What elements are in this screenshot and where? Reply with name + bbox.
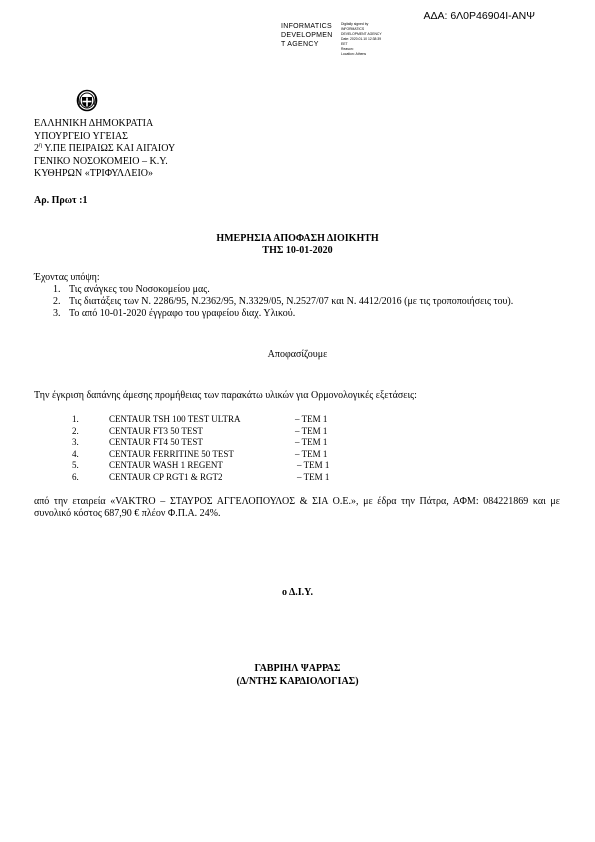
signature-stamp-details [341,22,397,57]
stamp-detail: Digitally signed by [341,22,369,26]
list-item: 1. Τις ανάγκες του Νοσοκομείου μας. [53,284,210,295]
title-date: ΤΗΣ 10-01-2020 [262,245,333,256]
header-line-hospital: ΓΕΝΙΚΟ ΝΟΣΟΚΟΜΕΙΟ – Κ.Υ. [34,155,168,167]
stamp-detail: EET [341,42,348,46]
protocol-number: Αρ. Πρωτ :1 [34,195,88,206]
stamp-detail: Location: Athens [341,52,367,56]
stamp-detail: Date: 2020.01.10 12:38:39 [341,37,382,41]
list-item: 2. Τις διατάξεις των Ν. 2286/95, Ν.2362/95, Ν.3329/05, Ν.2527/07 και Ν. 4412/2016 (με τις τροποποιήσεις του). [53,296,514,307]
stamp-line: T AGENCY [281,41,319,48]
greek-coat-of-arms-icon [75,88,99,112]
decision-heading: Αποφασίζουμε [267,349,328,360]
considerations-list [53,284,565,320]
ada-code: ΑΔΑ: 6Λ0Ρ46904Ι-ΑΝΨ [423,10,535,22]
signatory [0,662,595,688]
signatory-title: (Δ/ΝΤΗΣ ΚΑΡΔΙΟΛΟΓΙΑΣ) [236,676,359,687]
stamp-detail: Reason: [341,47,354,51]
stamp-detail: DEVELOPMENT AGENCY [341,32,382,36]
stamp-detail: INFORMATICS [341,27,365,31]
header-line-hospital-name: ΚΥΘΗΡΩΝ «ΤΡΙΦΥΛΛΕΙΟ» [34,168,154,180]
stamp-line: DEVELOPMEN [281,32,333,39]
document-page: ΑΔΑ: 6Λ0Ρ46904Ι-ΑΝΨ INFORMATICS DEVELOPMEN T AGENCY Digitally signed by INFORMATICS DEVELOPMENT AGENCY Date: 2020.01.10 12:38:39 EET Reason: Location: Athens ΕΛΛΗΝΙΚΗ ΔΗΜΟΚΡΑΤΙΑ ΥΠΟΥΡΓΕΙΟ ΥΓΕΙΑΣ $2^\eta$ Υ.ΠΕ ΠΕΙΡΑΙΩΣ ΚΑΙ ΑΙΓΑΙΟΥ ΓΕΝΙΚΟ ΝΟΣΟΚΟΜΕΙΟ – Κ.Υ. ΚΥΘΗΡΩΝ «ΤΡΙΦΥΛΛΕΙΟ» Αρ. Πρωτ :1 ΗΜΕΡΗΣΙΑ ΑΠΟΦΑΣΗ ΔΙΟΙΚΗΤΗ ΤΗΣ 10-01-2020 Έχοντας υπόψη: 1. Τις ανάγκες του Νοσοκομείου μας. 2. Τις διατάξεις των Ν. 2286/95, Ν.2362/95, Ν.3329/05, Ν.2527/07 και Ν. 4412/2016 (με τις τροποποιήσεις του). 3. Το από 10-01-2020 έγγραφο του γραφείου διαχ. Υλικού. Αποφασίζουμε Την έγκριση δαπάνης άμεσης προμήθειας των παρακάτω υλικών για Ορμονολογικές εξετάσεις: 1. CENTAUR TSH 100 TEST ULTRA – ΤΕΜ 1 2. CENTAUR FT3 50 TEST – ΤΕΜ 1 3. CENTAUR FT4 50 TEST – ΤΕΜ 1 4. CENTAUR FERRITINE 50 TEST – ΤΕΜ 1 5. CENTAUR WASH 1 REGENT – ΤΕΜ 1 6. CENTAUR CP RGT1 & RGT2 – ΤΕΜ 1 από την εταιρεία «VAKTRO – ΣΤΑΥΡΟΣ ΑΓΓΕΛΟΠΟΥΛΟΣ & ΣΙΑ Ο.Ε.», με έδρα την Πάτρα, ΑΦΜ: 084221869 και με συνολικό κόστος 687,90 € πλέον Φ.Π.Α. 24%. ο Δ.Ι.Υ. ΓΑΒΡΙΗΛ ΨΑΡΡΑΣ (Δ/ΝΤΗΣ ΚΑΡΔΙΟΛΟΓΙΑΣ) [0,0,595,842]
list-item: 3. Το από 10-01-2020 έγγραφο του γραφείου διαχ. Υλικού. [53,308,296,319]
title-line: ΗΜΕΡΗΣΙΑ ΑΠΟΦΑΣΗ ΔΙΟΙΚΗΤΗ [216,233,379,244]
document-title [0,233,595,257]
header-line-ministry: ΥΠΟΥΡΓΕΙΟ ΥΓΕΙΑΣ [34,130,129,142]
stamp-line: INFORMATICS [281,23,333,30]
approval-text: Την έγκριση δαπάνης άμεσης προμήθειας των παρακάτω υλικών για Ορμονολογικές εξετάσεις: [34,390,417,401]
signatory-role: ο Δ.Ι.Υ. [282,587,313,598]
signatory-name: ΓΑΒΡΙΗΛ ΨΑΡΡΑΣ [254,663,341,674]
supplier-cost-text: από την εταιρεία «VAKTRO – ΣΤΑΥΡΟΣ ΑΓΓΕΛΟΠΟΥΛΟΣ & ΣΙΑ Ο.Ε.», με έδρα την Πάτρα, ΑΦΜ: 084221869 και με συνολικό κόστος 687,90 € πλέον Φ.Π.Α. 24%. [34,496,560,519]
header-line-region: $2^\eta$ Υ.ΠΕ ΠΕΙΡΑΙΩΣ ΚΑΙ ΑΙΓΑΙΟΥ [34,142,176,155]
signature-stamp-title [281,22,333,49]
issuer-header [34,118,175,181]
considerations-intro: Έχοντας υπόψη: [34,272,100,283]
header-line-republic: ΕΛΛΗΝΙΚΗ ΔΗΜΟΚΡΑΤΙΑ [34,118,154,129]
